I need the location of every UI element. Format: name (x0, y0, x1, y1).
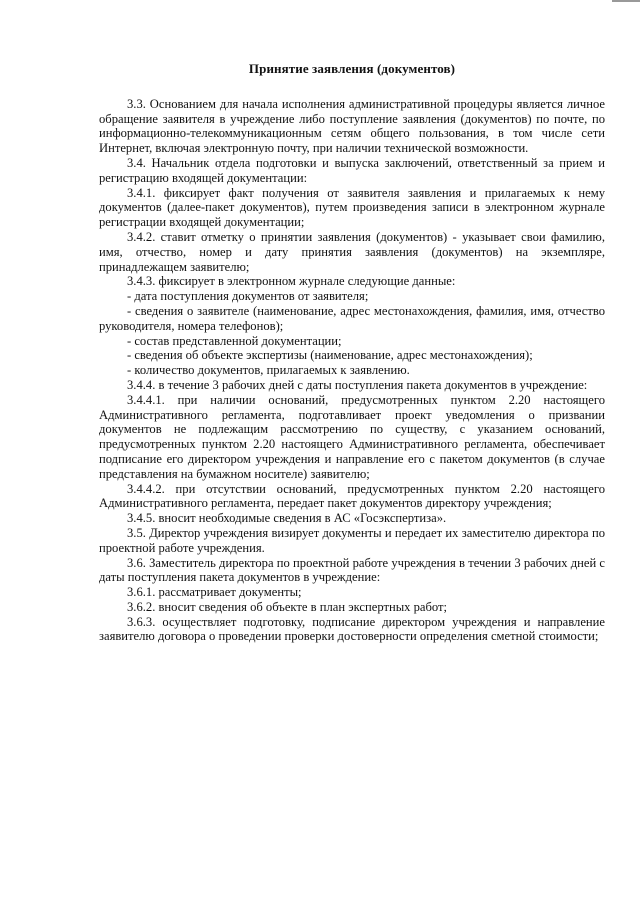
paragraph-3-5: 3.5. Директор учреждения визирует документы и передает их заместителю директора по проектной работе учреждения. (99, 525, 605, 555)
list-item: - дата поступления документов от заявителя; (127, 289, 369, 304)
paragraph-3-6: 3.6. Заместитель директора по проектной работе учреждения в течении 3 рабочих дней с даты поступления пакета документов в учреждение: (99, 555, 605, 585)
list-item: - сведения об объекте экспертизы (наименование, адрес местонахождения); (127, 348, 533, 363)
paragraph-3-4: 3.4. Начальник отдела подготовки и выпуска заключений, ответственный за прием и регистрацию входящей документации: (99, 155, 605, 185)
paragraph-3-3: 3.3. Основанием для начала исполнения административной процедуры является личное обращение заявителя в учреждение либо поступление заявления (документов) по почте, по информационно-телекоммуникационным сетям общего пользования, в том числе сети Интернет, включая электронную почту, при наличии технической возможности. (99, 96, 605, 156)
paragraph-3-4-4-1: 3.4.4.1. при наличии оснований, предусмотренных пунктом 2.20 настоящего Административного регламента, подготавливает проект уведомления о призвании документов не подлежащим рассмотрению по существу, с указанием оснований, предусмотренных пунктом 2.20 настоящего Административного регламента, обеспечивает подписание его директором учреждения и направление его с пакетом документов (в случае представления на бумажном носителе) заявителю; (99, 392, 605, 481)
paragraph-3-4-4-2: 3.4.4.2. при отсутствии оснований, предусмотренных пунктом 2.20 настоящего Административного регламента, передает пакет документов директору учреждения; (99, 481, 605, 511)
paragraph-3-4-1: 3.4.1. фиксирует факт получения от заявителя заявления и прилагаемых к нему документов (далее-пакет документов), путем произведения записи в электронном журнале регистрации входящей документации; (99, 185, 605, 230)
paragraph-3-4-4: 3.4.4. в течение 3 рабочих дней с даты поступления пакета документов в учреждение: (127, 377, 588, 392)
document-body (99, 62, 605, 644)
paragraph-3-6-3: 3.6.3. осуществляет подготовку, подписание директором учреждения и направление заявителю договора о проведении проверки достоверности определения сметной стоимости; (99, 614, 605, 644)
paragraph-3-4-5: 3.4.5. вносит необходимые сведения в АС «Госэкспертиза». (127, 511, 447, 526)
scan-edge-mark (612, 0, 640, 2)
list-item: - состав представленной документации; (127, 333, 342, 348)
paragraph-3-4-3: 3.4.3. фиксирует в электронном журнале следующие данные: (127, 274, 456, 289)
list-item: - количество документов, прилагаемых к заявлению. (127, 363, 410, 378)
list-item: - сведения о заявителе (наименование, адрес местонахождения, фамилия, имя, отчество руководителя, номера телефонов); (99, 303, 605, 333)
section-title: Принятие заявления (документов) (248, 61, 456, 76)
paragraph-3-6-1: 3.6.1. рассматривает документы; (127, 585, 302, 600)
paragraph-3-4-2: 3.4.2. ставит отметку о принятии заявления (документов) - указывает свои фамилию, имя, отчество, номер и дату принятия заявления (документов) на экземпляре, принадлежащем заявителю; (99, 229, 605, 274)
paragraph-3-6-2: 3.6.2. вносит сведения об объекте в план экспертных работ; (127, 599, 448, 614)
